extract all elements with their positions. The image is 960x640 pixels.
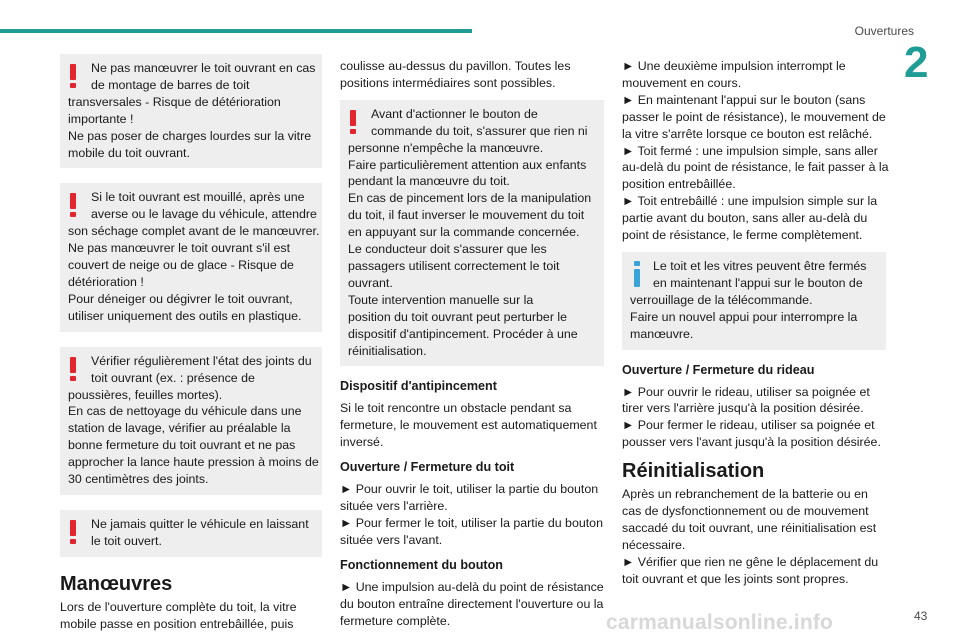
column-3 [622, 58, 889, 588]
info-icon [633, 261, 641, 287]
paragraph-reinitialisation: Après un rebranchement de la batterie ou en cas de dysfonctionnement ou de mouvement saccadé du toit ouvrant, une réinitialisation est nécessaire. ► Vérifier que rien ne gêne le déplacement du toit ouvrant et que les joints sont propres. [622, 487, 879, 586]
warning-icon [69, 520, 77, 544]
warning-icon [349, 110, 357, 134]
warning-icon [69, 193, 77, 217]
heading-manoeuvres: Manœuvres [60, 572, 173, 595]
warning-box-roof-bars: Ne pas manœuvrer le toit ouvrant en cas de montage de barres de toit transversales - Risque de détérioration importante ! Ne pas poser de charges lourdes sur la vitre mobile du toit ouvrant. [60, 54, 322, 168]
section-title: Ouvertures [854, 24, 914, 38]
paragraph-roof-open-close: ► Pour ouvrir le toit, utiliser la partie du bouton située vers l'arrière. ► Pour fermer le toit, utiliser la partie du bouton située vers l'avant. [340, 482, 603, 547]
paragraph-positions: coulisse au-dessus du pavillon. Toutes les positions intermédiaires sont possibles. [340, 59, 571, 90]
warning-box-anti-pinch: Avant d'actionner le bouton de commande du toit, s'assurer que rien ni personne n'empêche la manœuvre. Faire particulièrement attention aux enfants pendant la manœuvre du toit. En cas de pincement lors de la manipulation du toit, il faut inverser le mouvement du toit en appuyant sur la commande concernée. Le conducteur doit s'assurer que les passagers utilisent correctement le toit ouvrant. Toute intervention manuelle sur la position du toit ouvrant peut perturber le dispositif d'antipincement. Procéder à une réinitialisation. [340, 100, 604, 367]
paragraph-anti-pinch: Si le toit rencontre un obstacle pendant sa fermeture, le mouvement est automatiquement inversé. [340, 401, 597, 450]
warning-box-wet-roof: Si le toit ouvrant est mouillé, après une averse ou le lavage du véhicule, attendre son séchage complet avant de le manœuvrer. Ne pas manœuvrer le toit ouvrant s'il est couvert de neige ou de glace - Risque de détérioration ! Pour déneiger ou dégivrer le toit ouvrant, utiliser uniquement des outils en plastique. [60, 183, 322, 331]
warning-box-seals: Vérifier régulièrement l'état des joints du toit ouvrant (ex. : présence de poussières, feuilles mortes). En cas de nettoyage du véhicule dans une station de lavage, vérifier au préalable la bonne fermeture du toit ouvrant et ne pas approcher la lance haute pression à moins de 30 centimètres des joints. [60, 347, 322, 495]
heading-button-operation: Fonctionnement du bouton [340, 557, 503, 572]
heading-anti-pinch: Dispositif d'antipincement [340, 379, 497, 394]
paragraph-button-operation: ► Une impulsion au-delà du point de résistance du bouton entraîne directement l'ouverture ou la fermeture complète. [340, 579, 604, 628]
warning-box-leave-vehicle: Ne jamais quitter le véhicule en laissant le toit ouvert. [60, 510, 322, 557]
heading-reinitialisation: Réinitialisation [622, 460, 765, 483]
paragraph-blind-open-close: ► Pour ouvrir le rideau, utiliser sa poignée et tirer vers l'arrière jusqu'à la position désirée. ► Pour fermer le rideau, utiliser sa poignée et pousser vers l'avant jusqu'à la position désirée. [622, 384, 881, 450]
paragraph-manoeuvres: Lors de l'ouverture complète du toit, la vitre mobile passe en position entrebâillée, puis [60, 599, 297, 631]
chapter-number: 2 [904, 38, 929, 87]
watermark: carmanualsonline.info [606, 611, 834, 634]
page-number: 43 [914, 609, 928, 623]
info-box-remote-control: Le toit et les vitres peuvent être fermés en maintenant l'appui sur le bouton de verrouillage de la télécommande. Faire un nouvel appui pour interrompre la manœuvre. [622, 252, 886, 350]
heading-blind-open-close: Ouverture / Fermeture du rideau [622, 362, 815, 377]
column-1 [60, 54, 322, 633]
warning-icon [69, 357, 77, 381]
header-accent-bar [0, 29, 472, 33]
heading-roof-open-close: Ouverture / Fermeture du toit [340, 460, 515, 475]
column-2 [340, 58, 604, 629]
warning-icon [69, 64, 77, 88]
paragraph-button-steps: ► Une deuxième impulsion interrompt le mouvement en cours. ► En maintenant l'appui sur le bouton (sans passer le point de résistance), le mouvement de la vitre s'arrête lorsque ce bouton est relâché. ► Toit fermé : une impulsion simple, sans aller au-delà du point de résistance, le fait passer à la position entrebâillée. ► Toit entrebâillé : une impulsion simple sur la partie avant du bouton, sans aller au-delà du point de résistance, le ferme complètement. [622, 59, 889, 243]
